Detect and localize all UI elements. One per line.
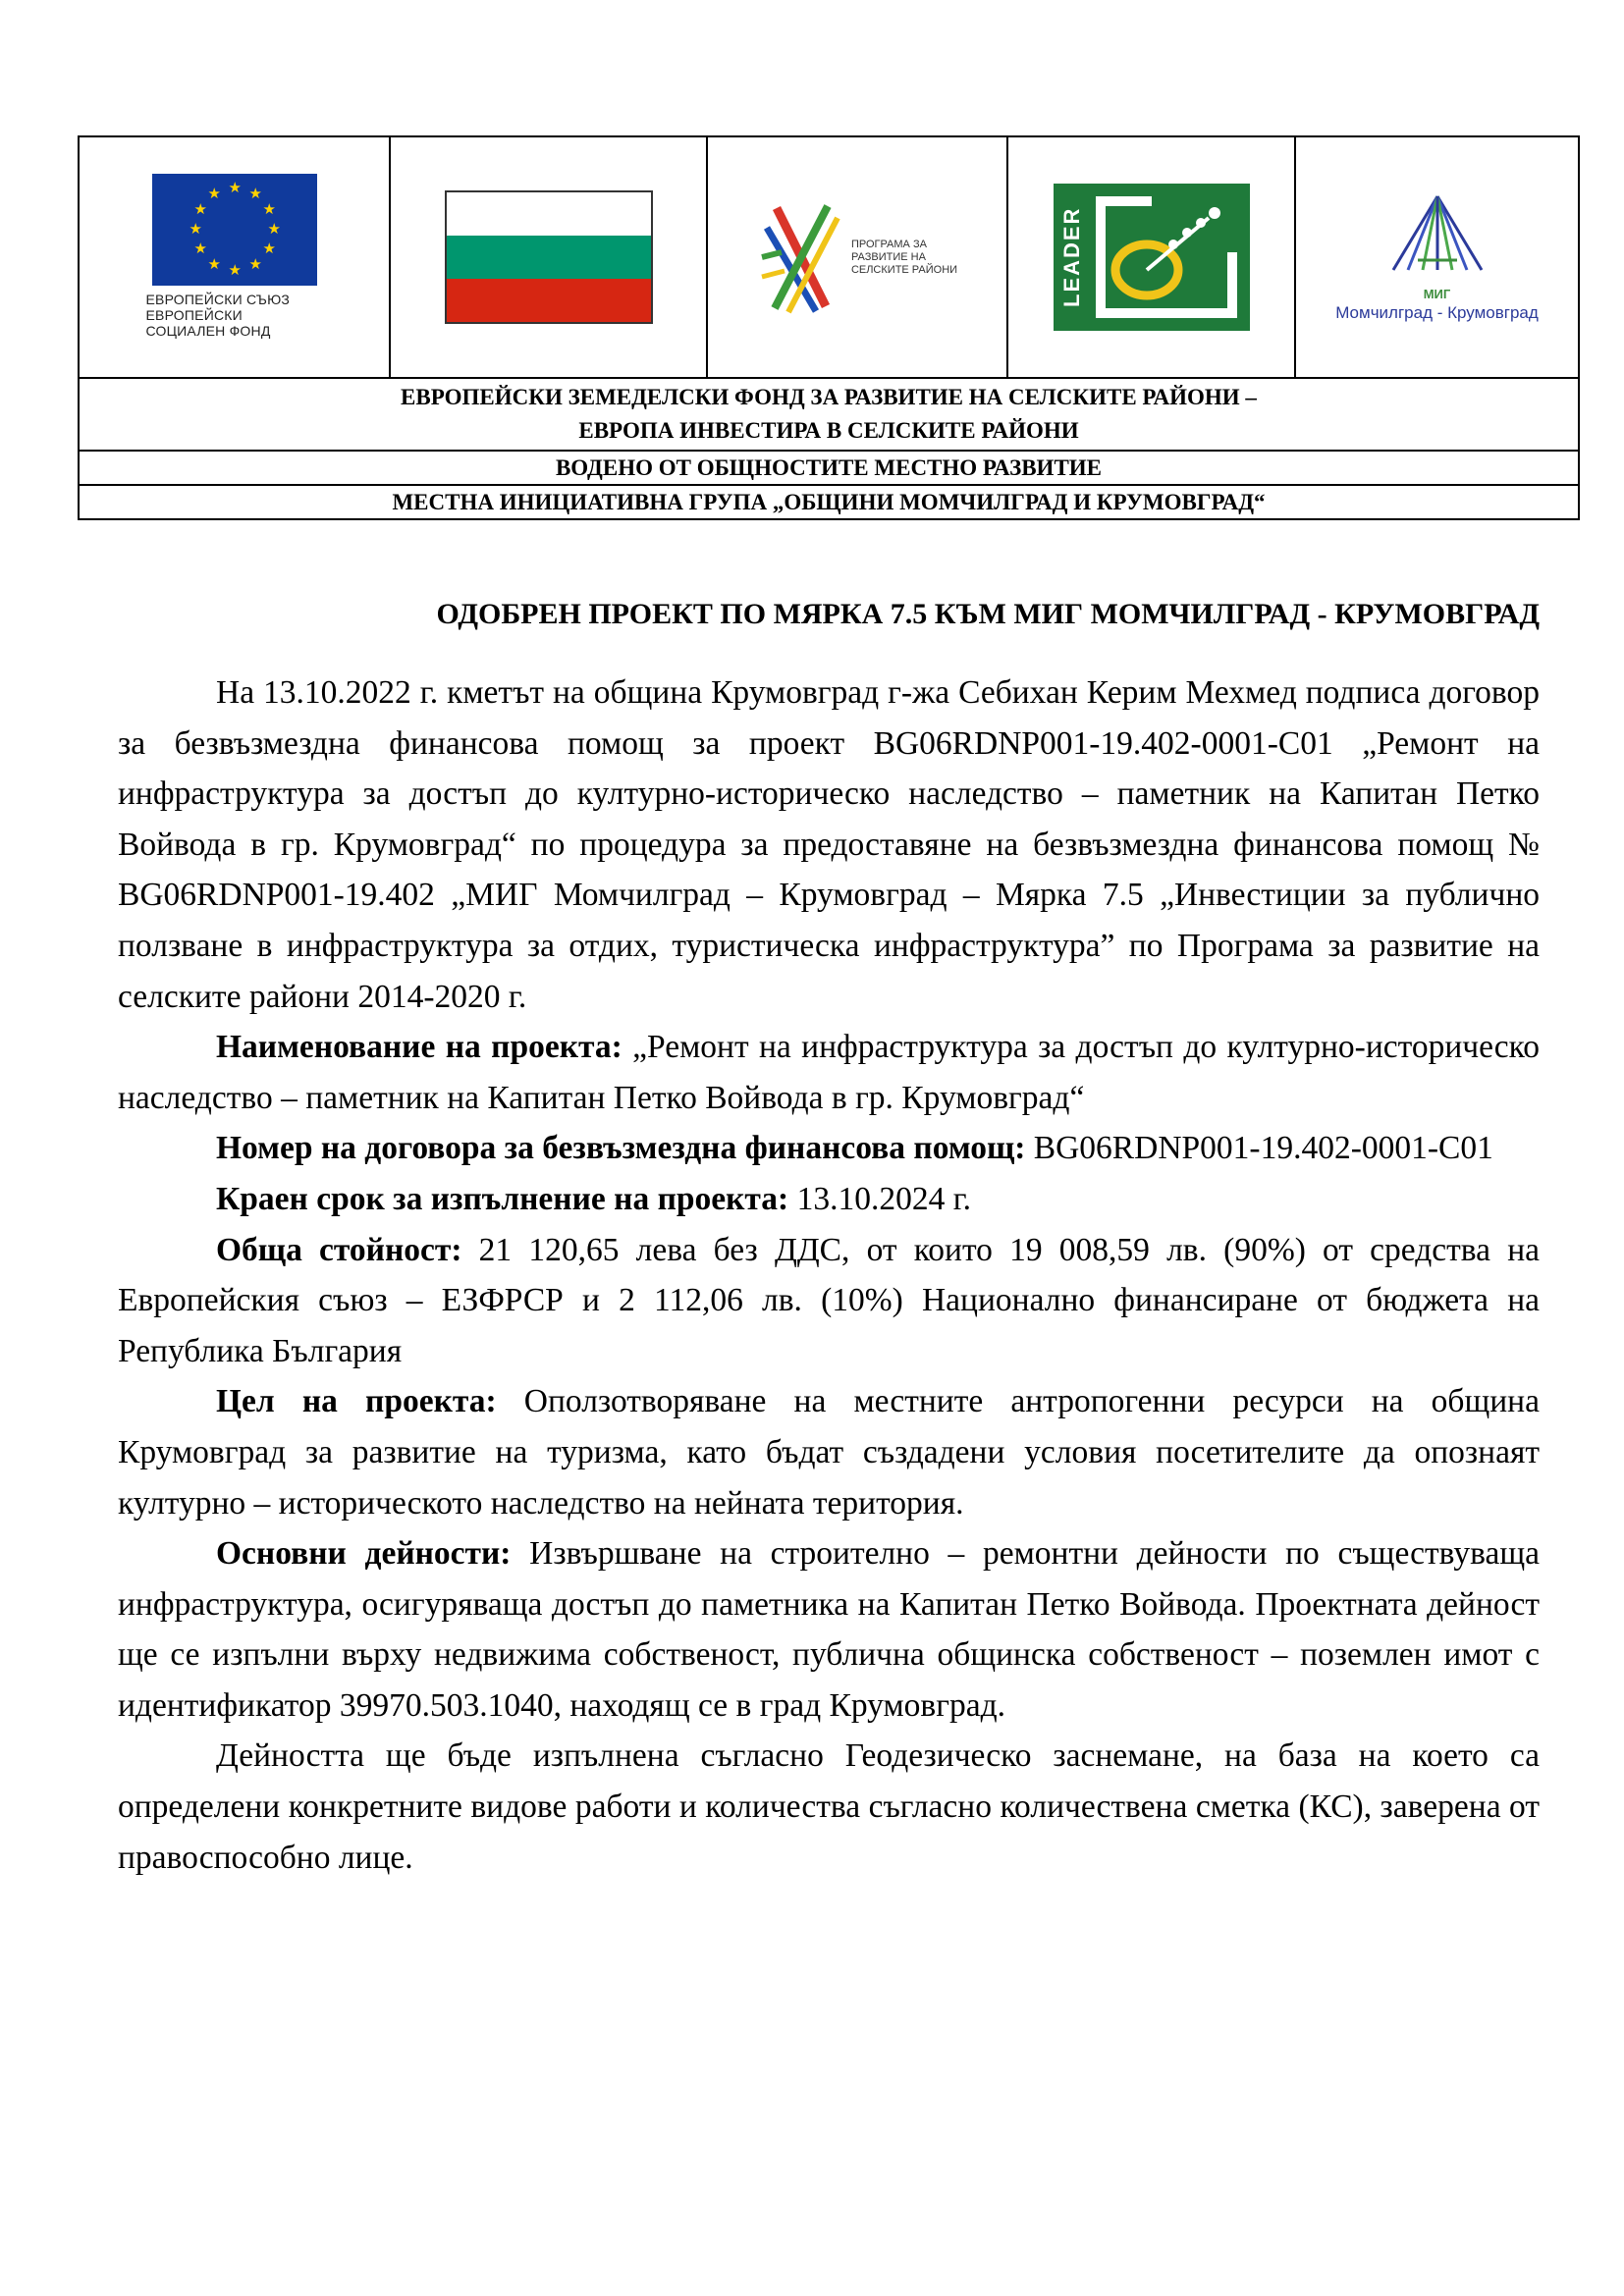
contract-label: Номер на договора за безвъзмездна финансова помощ: xyxy=(216,1130,1026,1167)
contract-paragraph xyxy=(118,1123,1540,1174)
prsr-text-2: РАЗВИТИЕ НА xyxy=(850,250,926,263)
deadline-value: 13.10.2024 г. xyxy=(788,1180,972,1217)
header-table xyxy=(78,135,1580,520)
mig-name: Момчилград - Крумовград xyxy=(1335,303,1539,322)
intro-paragraph: На 13.10.2022 г. кметът на община Крумовград г-жа Себихан Керим Мехмед подписа договор за безвъзмездна финансова помощ за проект BG06RDNP001-19.402-0001-C01 „Ремонт на инфраструктура за достъп до културно-историческо наследство – паметник на Капитан Петко Войвода в гр. Крумовград“ по процедура за предоставяне на безвъзмездна финансова помощ № BG06RDNP001-19.402 „МИГ Момчилград – Крумовград – Мярка 7.5 „Инвестиции за публично ползване в инфраструктура за отдих, туристическа инфраструктура” по Програма за развитие на селските райони 2014-2020 г. xyxy=(118,674,1540,1015)
prsr-logo-cell xyxy=(707,136,1007,378)
prsr-x-icon xyxy=(757,198,845,316)
mig-logo-cell xyxy=(1295,136,1579,378)
activities-label: Основни дейности: xyxy=(216,1535,512,1573)
header-line-3: МЕСТНА ИНИЦИАТИВНА ГРУПА „ОБЩИНИ МОМЧИЛГРАД И КРУМОВГРАД“ xyxy=(79,485,1579,519)
goal-paragraph xyxy=(118,1376,1540,1528)
header-line-1a: ЕВРОПЕЙСКИ ЗЕМЕДЕЛСКИ ФОНД ЗА РАЗВИТИЕ НА СЕЛСКИТЕ РАЙОНИ – xyxy=(401,385,1257,409)
goal-label: Цел на проекта: xyxy=(216,1383,497,1420)
header-line-1 xyxy=(79,378,1579,451)
activities-value: Извършване на строително – ремонтни дейности по съществуваща инфраструктура, осигуряваща достъп до паметника на Капитан Петко Войвода. Проектната дейност ще се изпълни върху недвижима собственост, публична общинска собственост – поземлен имот с идентификатор 39970.503.1040, находящ се в град Крумовград. xyxy=(118,1535,1540,1724)
total-value-paragraph xyxy=(118,1225,1540,1377)
goal-value: Оползотворяване на местните антропогенни ресурси на община Крумовград за развитие на туризма, като бъдат създадени условия посетителите да опознаят културно – историческото наследство на нейната територия. xyxy=(118,1383,1540,1522)
mig-label: МИГ xyxy=(1423,287,1451,301)
eu-logo-text-3: СОЦИАЛЕН ФОНД xyxy=(145,323,271,339)
header-line-2: ВОДЕНО ОТ ОБЩНОСТИТЕ МЕСТНО РАЗВИТИЕ xyxy=(79,451,1579,485)
leader-text: LEADER xyxy=(1058,206,1084,308)
leader-logo xyxy=(1054,184,1250,331)
eu-logo xyxy=(146,174,323,339)
header-line-1b: ЕВРОПА ИНВЕСТИРА В СЕЛСКИТЕ РАЙОНИ xyxy=(578,418,1079,443)
closing-paragraph: Дейността ще бъде изпълнена съгласно Геодезическо заснемане, на база на което са определени конкретните видове работи и количества съгласно количествена сметка (КС), заверена от правоспособно лице. xyxy=(118,1737,1540,1876)
contract-value: BG06RDNP001-19.402-0001-C01 xyxy=(1025,1130,1493,1167)
leader-logo-cell xyxy=(1007,136,1295,378)
deadline-label: Краен срок за изпълнение на проекта: xyxy=(216,1180,789,1217)
document-title: ОДОБРЕН ПРОЕКТ ПО МЯРКА 7.5 КЪМ МИГ МОМЧИЛГРАД - КРУМОВГРАД xyxy=(436,598,1540,630)
total-value-value: 21 120,65 лева без ДДС, от които 19 008,59 лв. (90%) от средства на Европейския съюз – ЕЗФРСР и 2 112,06 лв. (10%) Национално финансиране от бюджета на Република България xyxy=(118,1231,1541,1369)
eu-logo-cell xyxy=(79,136,390,378)
bg-flag-cell xyxy=(390,136,707,378)
eu-flag-icon: ★ ★ ★ ★ ★ ★ ★ ★ ★ ★ ★ ★ xyxy=(152,174,317,286)
project-name-paragraph xyxy=(118,1022,1540,1123)
total-value-label: Обща стойност: xyxy=(216,1231,462,1268)
deadline-paragraph xyxy=(118,1174,1540,1225)
mig-logo xyxy=(1335,191,1539,323)
activities-paragraph xyxy=(118,1528,1540,1731)
eu-logo-text-2: ЕВРОПЕЙСКИ xyxy=(145,307,243,323)
eu-logo-text-1: ЕВРОПЕЙСКИ СЪЮЗ xyxy=(145,292,291,307)
prsr-logo xyxy=(708,198,1006,316)
leader-emblem-icon xyxy=(1093,193,1240,321)
document-body xyxy=(118,667,1540,1883)
bulgarian-flag-icon xyxy=(445,190,653,324)
prsr-text-1: ПРОГРАМА ЗА xyxy=(850,238,927,250)
project-name-label: Наименование на проекта: xyxy=(216,1029,623,1066)
mig-mountain-icon xyxy=(1379,191,1496,280)
prsr-text-3: СЕЛСКИТЕ РАЙОНИ xyxy=(850,263,958,276)
project-name-value: „Ремонт на инфраструктура за достъп до културно-историческо наследство – паметник на Капитан Петко Войвода в гр. Крумовград“ xyxy=(118,1029,1540,1116)
